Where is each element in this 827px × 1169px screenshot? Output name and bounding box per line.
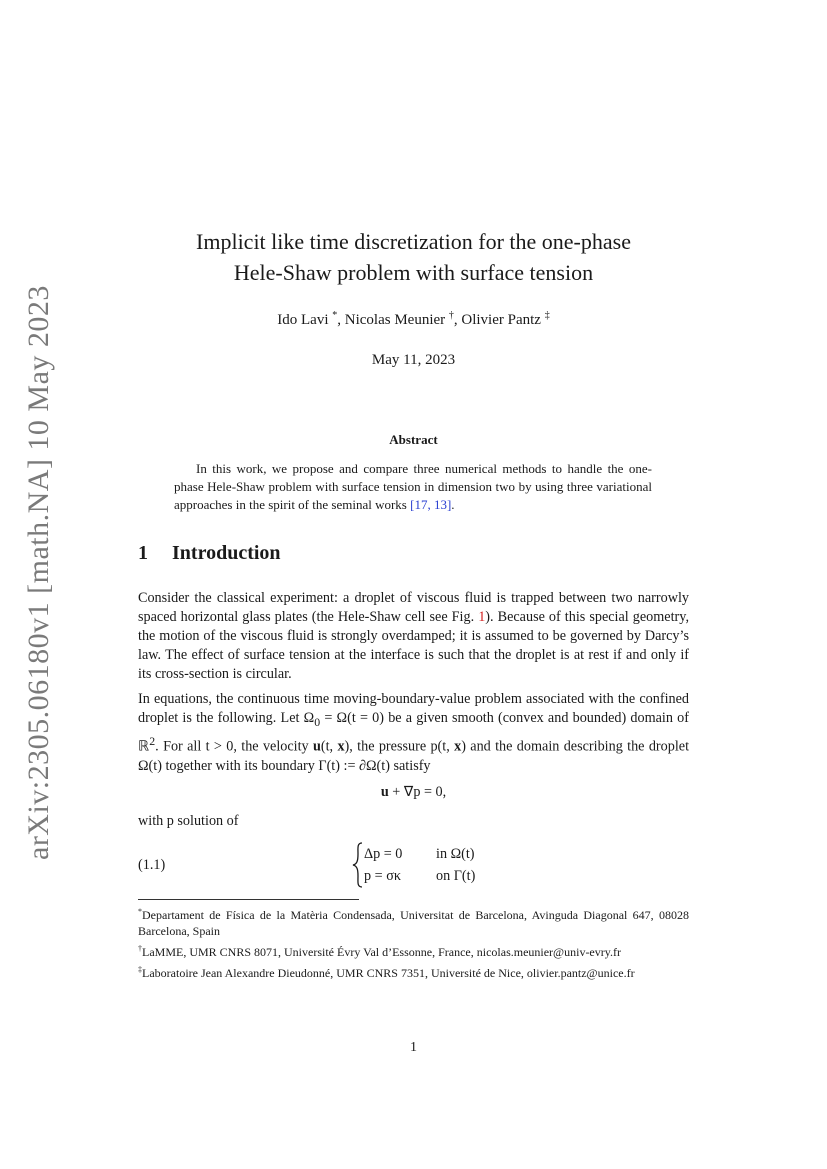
abstract-text: In this work, we propose and compare three numerical methods to handle the one-phase Hele-Shaw problem with surface tension in dimension two by using three variational approaches in the spirit of the seminal works — [174, 461, 652, 512]
author-name: Olivier Pantz — [461, 312, 541, 328]
row1-rhs: in Ω(t) — [436, 846, 475, 862]
p2-text-b: = Ω(t = 0) be a given smooth (convex and bounded) domain of ℝ — [138, 710, 689, 755]
row2-rhs: on Γ(t) — [436, 868, 476, 884]
with-p-line: with p solution of — [138, 813, 239, 829]
p2-superscript: 2 — [149, 733, 156, 748]
footnote-mark: † — [138, 944, 142, 953]
footnotes — [138, 904, 689, 983]
author-mark[interactable]: † — [448, 310, 454, 321]
page-number: 1 — [410, 1040, 417, 1055]
p2-text-c: . For all t > 0, the velocity — [155, 738, 313, 755]
section-heading — [138, 542, 281, 565]
footnote-text: LaMME, UMR CNRS 8071, Université Évry Val d’Essonne, France, nicolas.meunier@univ-evry.fr — [142, 945, 621, 959]
p1-text-a: Consider the classical experiment: a droplet of viscous fluid is trapped between two narrowly spaced horizontal glass plates (the Hele-Shaw cell see Fig. — [138, 590, 689, 625]
footnote-mark: * — [138, 907, 142, 916]
equation-label: (1.1) — [138, 857, 166, 873]
section-title: Introduction — [172, 542, 281, 564]
equation-velocity: u — [380, 784, 389, 800]
system-row-1 — [364, 846, 475, 863]
title-line-1: Implicit like time discretization for the one-phase — [196, 229, 631, 254]
author-name: Nicolas Meunier — [344, 312, 446, 328]
title-line-2: Hele-Shaw problem with surface tension — [233, 260, 594, 285]
p2-text-a: In equations, the continuous time moving-boundary-value problem associated with the confined droplet is the following. Let Ω — [138, 691, 689, 726]
footnote-divider — [138, 899, 359, 900]
p1-text-b: ). Because of this special geometry, the motion of the viscous fluid is strongly overdamped; it is assumed to be governed by Darcy’s law. The effect of surface tension at the interface is such that the droplet is at rest if and only if its cross-section is circular. — [138, 609, 689, 682]
intro-paragraph-2 — [138, 690, 689, 776]
left-brace — [352, 842, 364, 888]
paper-title — [140, 226, 687, 288]
p2-subscript: 0 — [314, 714, 321, 729]
p2-velocity-symbol: u — [313, 738, 321, 755]
abstract-body — [174, 460, 652, 514]
intro-paragraph-1 — [138, 589, 689, 684]
figure-reference-link[interactable]: 1 — [478, 609, 486, 625]
system-row-2 — [364, 868, 475, 885]
footnote-2 — [138, 941, 689, 960]
footnote-1 — [138, 904, 689, 939]
section-number: 1 — [138, 542, 148, 564]
abstract-heading: Abstract — [389, 432, 438, 447]
p2-position-symbol-2: x — [454, 738, 462, 755]
author-name: Ido Lavi — [277, 312, 329, 328]
footnote-mark: ‡ — [138, 965, 142, 974]
row2-lhs: p = σκ — [364, 868, 401, 884]
arxiv-identifier-stamp: arXiv:2305.06180v1 [math.NA] 10 May 2023 — [22, 285, 55, 860]
publication-date: May 11, 2023 — [371, 352, 456, 368]
abstract-citation-link[interactable]: [17, 13] — [410, 497, 452, 512]
equation-rest: + ∇p = 0, — [388, 784, 447, 800]
author-mark[interactable]: ‡ — [544, 310, 550, 321]
author-mark[interactable]: * — [332, 310, 338, 321]
p2-text-e: ), the pressure p(t, — [344, 738, 455, 755]
footnote-text: Laboratoire Jean Alexandre Dieudonné, UMR CNRS 7351, Université de Nice, olivier.pantz@unice.fr — [142, 966, 635, 980]
p2-position-symbol: x — [337, 738, 345, 755]
author-list: Ido Lavi *, Nicolas Meunier †, Olivier Pantz ‡ — [277, 310, 550, 328]
p2-text-d: (t, — [320, 738, 338, 755]
abstract-end: . — [451, 497, 455, 512]
footnote-3 — [138, 962, 689, 981]
darcy-equation — [138, 784, 689, 801]
p2-text-f: ) and the domain describing the droplet Ω(t) together with its boundary Γ(t) := ∂Ω(t) satisfy — [138, 738, 690, 774]
row1-lhs: Δp = 0 — [364, 846, 403, 862]
footnote-text: Departament de Física de la Matèria Condensada, Universitat de Barcelona, Avinguda Diagonal 647, 08028 Barcelona, Spain — [138, 908, 689, 938]
